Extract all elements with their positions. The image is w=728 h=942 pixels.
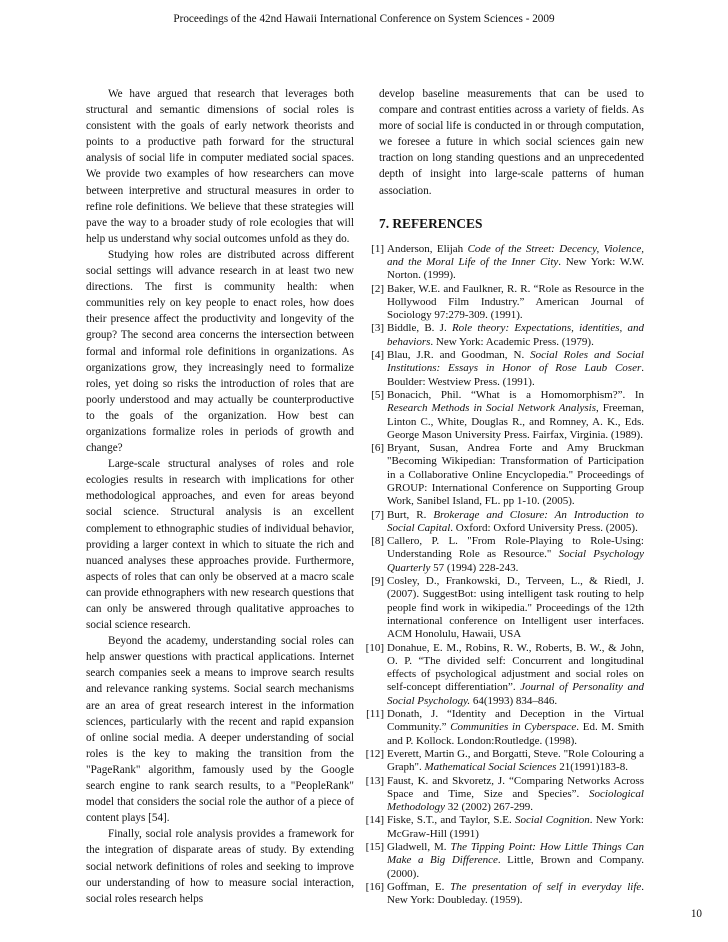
reference-item	[362, 389, 644, 442]
reference-authors: Fiske, S.T., and Taylor, S.E.	[387, 814, 516, 827]
reference-text	[385, 814, 644, 841]
reference-text	[385, 841, 644, 881]
reference-authors: Baker, W.E. and Faulkner, R. R. “Role as Resource in the Hollywood Film Industry.” American Journal of Sociology 97:279-309. (1991).	[387, 282, 644, 322]
reference-authors: Blau, J.R. and Goodman, N.	[387, 349, 531, 362]
reference-number: [14]	[365, 814, 384, 827]
reference-authors: Anderson, Elijah	[387, 242, 468, 255]
reference-text	[385, 575, 644, 641]
reference-item	[362, 881, 644, 908]
reference-item	[362, 442, 644, 508]
reference-details: . Ed. M. Smith and P. Kollock. London:Routledge. (1998).	[387, 721, 644, 747]
left-column	[86, 86, 354, 907]
reference-item	[362, 575, 644, 641]
body-paragraph: Beyond the academy, understanding social roles can help answer questions with practical applications. Internet search companies seek a means to improve search results and relevance ranking systems. Social search mechanisms are an area of great research interest in the information sciences, particularly with the recent and rapid expansion of online social media. A deeper understanding of social roles is the key to making the transition from the "PageRank" algorithm, famously used by the Google search engine to rank search results, to a "PeopleRank" model that considers the social role the author of a piece of content plays [54].	[86, 635, 354, 825]
reference-title-italic: The presentation of self in everyday life	[450, 880, 642, 893]
reference-text	[385, 642, 644, 708]
reference-details: , Freeman, Linton C., White, Douglas R., and Romney, A. K., Eds. George Mason University Press. Fairfax, Virginia. (1989).	[387, 402, 645, 441]
reference-details: . Oxford: Oxford University Press. (2005).	[450, 521, 638, 534]
reference-text	[385, 442, 644, 508]
reference-text	[385, 322, 644, 349]
reference-title-italic: Code of the Street: Decency, Violence, and the Moral Life of the Inner City	[387, 242, 644, 268]
running-header: Proceedings of the 42nd Hawaii International Conference on System Sciences - 2009	[173, 13, 555, 25]
reference-text	[385, 349, 644, 389]
reference-title-italic: Brokerage and Closure: An Introduction to Social Capital	[387, 508, 644, 534]
reference-details: . New York: W.W. Norton. (1999).	[387, 255, 644, 282]
reference-authors: Donath, J. “Identity and Deception in the Virtual Community.”	[387, 708, 644, 734]
reference-title-italic: The Tipping Point: How Little Things Can Make a Big Difference	[387, 841, 644, 867]
reference-details: 21(1991)183-8.	[556, 761, 628, 774]
reference-number: [9]	[371, 575, 384, 588]
reference-text	[385, 509, 644, 536]
reference-details: 64(1993) 834–846.	[470, 694, 558, 707]
reference-text	[385, 881, 644, 908]
reference-text	[385, 389, 644, 442]
right-column	[362, 86, 644, 908]
reference-number: [3]	[371, 322, 384, 335]
continuation-paragraph: develop baseline measurements that can be used to compare and contrast entities across a variety of fields. As more of social life is conducted in or through computation, we foresee a future in which social sciences gain new traction on long standing questions and an unprecedented depth of insight into large-scale patterns of human association.	[379, 88, 644, 197]
reference-text	[385, 775, 644, 815]
body-paragraph: Large-scale structural analyses of roles and role ecologies results in research with implications for other methodological approaches, and even for areas beyond social science. Structural analysis is an excellent complement to ethnographic studies of individual behavior, providing a larger context in which to situate the rich and nuanced analyses these approaches provide. Furthermore, aspects of roles that can only be observed at a macro scale can provide ethnographers with new research questions that can only be answered through qualitative approaches to social science research.	[86, 458, 354, 632]
reference-item	[362, 322, 644, 349]
reference-number: [15]	[365, 841, 384, 854]
reference-title-italic: Role theory: Expectations, identities, and behaviors	[387, 322, 644, 348]
reference-details: . Little, Brown and Company. (2000).	[387, 854, 645, 880]
body-paragraph: We have argued that research that leverages both structural and semantic dimensions of social roles is consistent with the goals of early network theorists and points to a productive path forward for the structural analysis of social life in computer mediated social spaces. We provide two examples of how researchers can move between interpretive and structural measures in order to refine role definitions. We believe that these strategies will pave the way to a broader study of role ecologies that will help us understand why social outcomes unfold as they do.	[86, 88, 354, 245]
reference-number: [5]	[371, 388, 384, 401]
page-number: 10	[690, 908, 702, 920]
reference-title-italic: Social Roles and Social Institutions: Essays in Honor of Rose Laub Coser	[387, 349, 644, 375]
reference-number: [7]	[371, 508, 384, 521]
reference-number: [4]	[371, 349, 384, 362]
reference-authors: Bryant, Susan, Andrea Forte and Amy Bruckman "Becoming Wikipedian: Transformation of Participation in a Collaborative Online Encyclopedia." Proceedings of GROUP: International Conference on Supporting Group Work, Sanibel Island, FL. pp 1-10. (2005).	[387, 442, 644, 508]
reference-item	[362, 775, 644, 815]
reference-text	[385, 283, 644, 323]
reference-title-italic: Social Psychology Quarterly	[387, 548, 644, 574]
reference-authors: Burt, R.	[387, 508, 434, 521]
reference-title-italic: Social Cognition	[515, 814, 590, 827]
reference-title-italic: Communities in Cyberspace	[450, 721, 577, 734]
reference-authors: Gladwell, M.	[387, 841, 451, 854]
reference-details: . Boulder: Westview Press. (1991).	[387, 362, 644, 388]
reference-title-italic: Research Methods in Social Network Analysis	[387, 402, 596, 415]
reference-details: . New York: McGraw-Hill (1991)	[387, 814, 644, 840]
body-paragraph: Finally, social role analysis provides a framework for the integration of disparate areas of study. By extending social network definitions of roles and seeking to improve our understanding of how to measure social interaction, social roles research helps	[86, 828, 354, 905]
reference-authors: Faust, K. and Skvoretz, J. “Comparing Networks Across Space and Time, Size and Species”.	[387, 774, 644, 800]
reference-number: [11]	[366, 708, 384, 721]
reference-title-italic: Sociological Methodology	[387, 787, 644, 814]
reference-authors: Biddle, B. J.	[387, 322, 452, 335]
body-paragraph: Studying how roles are distributed across different social settings will advance research in at least two new directions. The first is community health: when communities rely on key people to enact roles, how does their presence affect the productivity and longevity of the group? The second area concerns the intersection between formal and informal role definitions in organizations. As organizations grow, they increasingly need to formalize roles, yet doing so risks the introduction of roles that are poorly understood and may actually be counterproductive to the goals of the organization. How best can organizations formalize roles in periods of growth and change?	[86, 248, 354, 455]
reference-list	[362, 243, 644, 908]
reference-authors: Bonacich, Phil. “What is a Homomorphism?”. In	[387, 388, 644, 401]
reference-item	[362, 509, 644, 536]
reference-number: [16]	[365, 880, 384, 893]
reference-number: [8]	[371, 535, 384, 548]
reference-text	[385, 243, 644, 283]
reference-item	[362, 349, 644, 389]
reference-item	[362, 708, 644, 748]
reference-authors: Callero, P. L. "From Role-Playing to Role-Using: Understanding Role as Resource."	[387, 535, 644, 561]
reference-details: 32 (2002) 267-299.	[445, 801, 534, 814]
reference-text	[385, 748, 644, 775]
reference-item	[362, 841, 644, 881]
reference-title-italic: Mathematical Social Sciences	[424, 761, 557, 774]
reference-item	[362, 243, 644, 283]
reference-authors: Cosley, D., Frankowski, D., Terveen, L., & Riedl, J. (2007). SuggestBot: using intelligent task routing to help people find work in wikipedia." Proceedings of the 12th international conference on Intelligent user interfaces. ACM Honolulu, Hawaii, USA	[387, 575, 644, 641]
references-heading: 7. REFERENCES	[379, 215, 483, 231]
reference-item	[362, 535, 644, 575]
reference-number: [6]	[371, 442, 384, 455]
reference-item	[362, 642, 644, 708]
reference-text	[385, 708, 644, 748]
reference-number: [13]	[365, 774, 384, 787]
reference-details: . New York: Doubleday. (1959).	[387, 880, 645, 907]
reference-details: . New York: Academic Press. (1979).	[430, 335, 594, 348]
reference-title-italic: Journal of Personality and Social Psychology.	[387, 681, 644, 707]
reference-item	[362, 283, 644, 323]
reference-number: [12]	[365, 747, 384, 760]
reference-number: [10]	[365, 641, 384, 654]
reference-number: [1]	[371, 242, 384, 255]
reference-text	[385, 535, 644, 575]
reference-item	[362, 814, 644, 841]
reference-details: 57 (1994) 228-243.	[430, 561, 519, 574]
reference-authors: Everett, Martin G., and Borgatti, Steve. "Role Colouring a Graph".	[387, 747, 644, 774]
reference-authors: Donahue, E. M., Robins, R. W., Roberts, B. W., & John, O. P. “The divided self: Concurrent and longitudinal effects of psychological adjustment and social roles on self-concept differentiation”.	[387, 641, 644, 694]
reference-number: [2]	[371, 282, 384, 295]
reference-item	[362, 748, 644, 775]
reference-authors: Goffman, E.	[387, 880, 451, 893]
